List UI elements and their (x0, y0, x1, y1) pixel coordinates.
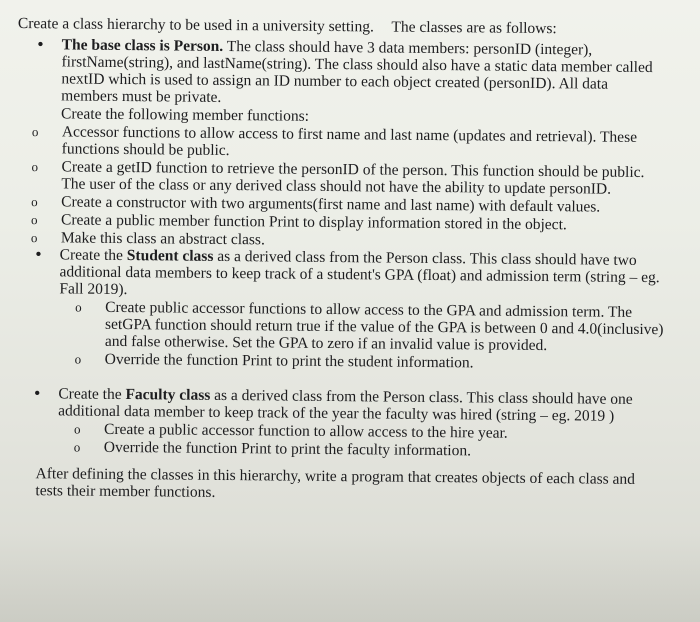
sub-bullet-marker: o (31, 194, 38, 210)
list-item-text: Create public accessor functions to allow access to the GPA and admission term. The setGPA function should return true if the value of the GPA is between 0 and 4.0(inclusive) and false otherwise. Set the GPA to zero if an invalid value is provided. (104, 298, 664, 355)
sub-bullet-marker: o (30, 230, 38, 246)
list-item-text: Create a constructor with two arguments(first name and last name) with default values. (61, 193, 601, 216)
list-item-text: Create a public accessor function to allow access to the hire year. (103, 420, 508, 442)
faculty-description (58, 385, 664, 425)
faculty-class-name: Faculty class (125, 386, 211, 404)
bullet-marker: • (34, 385, 41, 403)
list-item-text: Override the function Print to print the student information. (104, 350, 474, 372)
intro-sentence: Create a class hierarchy to be used in a university setting. (17, 15, 374, 36)
sub-bullet-marker: o (75, 299, 82, 315)
photo-shadow (0, 532, 700, 622)
student-section (15, 246, 666, 373)
sub-bullet-marker: o (31, 124, 39, 140)
faculty-post: as a derived class from the Person class. This class should have one additional data member to keep track of the year the faculty was hired (string – eg. 2019 ) (58, 386, 633, 425)
student-function-list (59, 298, 666, 373)
faculty-function-list (58, 420, 664, 461)
list-item-text: Accessor functions to allow access to first name and last name (updates and retrieval). These functions should be public. (61, 123, 638, 160)
intro-paragraph (18, 15, 668, 38)
sub-bullet-marker: o (73, 439, 81, 455)
person-description (61, 36, 668, 110)
bullet-marker: • (37, 36, 44, 54)
list-item (16, 158, 666, 198)
list-item-text: Override the function Print to print the faculty information. (103, 438, 472, 460)
student-post: as a derived class from the Person class. This class should have two additional data members to keep track of a student's GPA (float) and admission term (string – eg. Fall 2019). (59, 247, 660, 299)
bullet-marker: • (35, 246, 42, 264)
person-sub-intro: Create the following member functions: (60, 105, 310, 125)
sub-bullet-marker: o (73, 421, 81, 437)
list-item (17, 123, 667, 163)
list-item-text: Make this class an abstract class. (60, 229, 265, 249)
list-item-text: Create a getID function to retrieve the personID of the person. This function should be public. The user of the class or any derived class should not have the ability to update personID. (61, 158, 645, 198)
list-item-text: Create a public member function Print to display information stored in the object. (60, 211, 567, 234)
intro-continuation: The classes are as follows: (391, 18, 557, 38)
person-text: The class should have 3 data members: personID (integer), firstName(string), and lastName(string). The class should also have a static data member called nextID which is used to assign an ID number to each object created (personID). All data members must be private. (61, 38, 653, 106)
sub-bullet-marker: o (31, 159, 39, 175)
student-pre: Create the (59, 246, 124, 265)
student-description (59, 246, 665, 303)
sub-bullet-marker: o (74, 351, 82, 367)
person-function-list (16, 123, 667, 252)
student-class-name: Student class (126, 247, 214, 265)
list-item (59, 298, 665, 355)
sub-bullet-marker: o (30, 212, 38, 228)
closing-paragraph: After defining the classes in this hierarchy, write a program that creates objects of each class and tests their member functions. (35, 465, 636, 501)
document-content (13, 15, 668, 505)
faculty-section (14, 385, 665, 461)
faculty-pre: Create the (58, 385, 122, 404)
person-section (17, 36, 668, 128)
person-lead: The base class is Person. (61, 36, 224, 55)
